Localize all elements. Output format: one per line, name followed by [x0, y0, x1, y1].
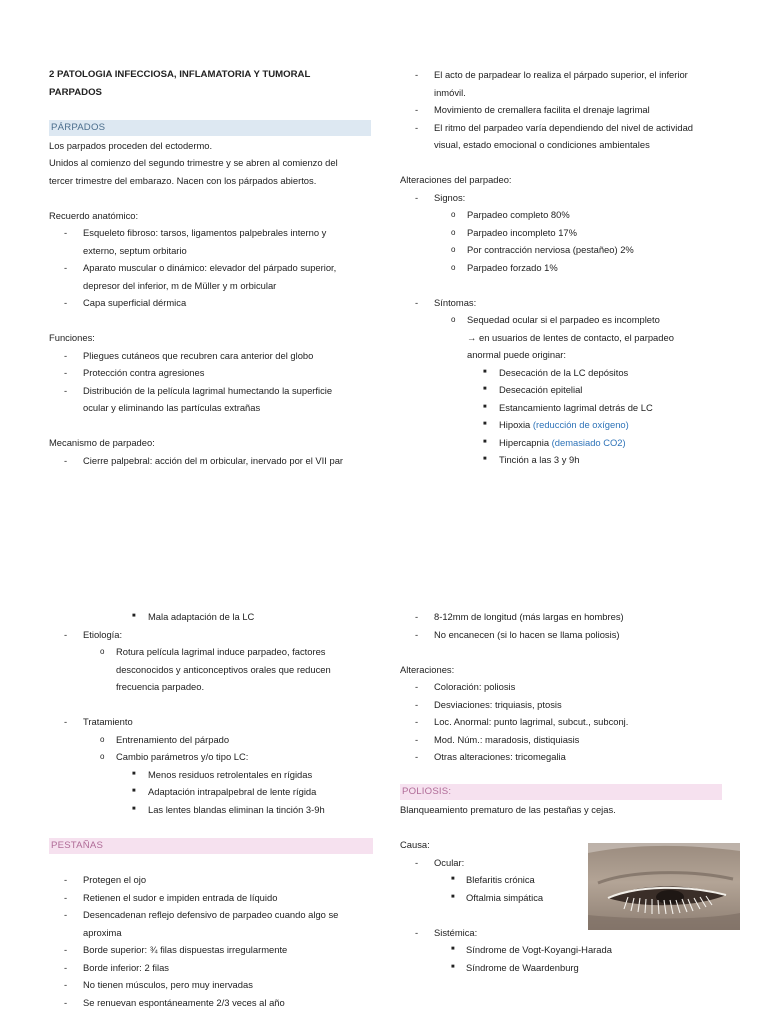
list-item: - Desviaciones: triquiasis, ptosis	[400, 696, 740, 714]
intro-line: tercer trimestre del embarazo. Nacen con los párpados abiertos.	[49, 174, 317, 186]
list-item: ■ Desecación de la LC depósitos	[400, 364, 740, 382]
sistemica-label: Sistémica:	[434, 926, 478, 938]
hipoxia-note: (reducción de oxígeno)	[532, 419, 629, 430]
list-item: ■ Síndrome de Vogt-Koyangi-Harada	[400, 941, 740, 959]
list-item-text: Movimiento de cremallera facilita el drenaje lagrimal	[434, 104, 650, 115]
list-item-text: El ritmo del parpadeo varía dependiendo del nivel de actividad	[434, 121, 694, 133]
list-item-text: Loc. Anormal: punto lagrimal, subcut., subconj.	[434, 716, 629, 727]
list-item-text: aproxima	[83, 926, 122, 938]
tratamiento-label: Tratamiento	[83, 716, 133, 727]
ocular-label: Ocular:	[434, 856, 465, 868]
list-item-text: Parpadeo incompleto 17%	[467, 226, 577, 238]
list-item: - Capa superficial dérmica	[49, 294, 371, 312]
list-item-text: visual, estado emocional o condiciones ambientales	[434, 139, 650, 150]
list-item-text	[499, 434, 740, 452]
alteraciones-parpadeo-heading: Alteraciones del parpadeo:	[400, 174, 512, 185]
list-item-text: Las lentes blandas eliminan la tinción 3-9h	[148, 803, 325, 815]
list-item: - Ocular:	[400, 854, 740, 872]
section-header-parpados: PÁRPADOS	[49, 120, 371, 136]
list-item: - Etiología:	[49, 626, 373, 644]
list-item-text: Se renuevan espontáneamente 2/3 veces al año	[83, 996, 285, 1008]
list-item: - Tratamiento	[49, 713, 373, 731]
list-item: ■ Oftalmia simpática	[400, 889, 740, 907]
list-item: ■ Desecación epitelial	[400, 381, 740, 399]
list-item: - Cierre palpebral: acción del m orbicular, inervado por el VII par	[49, 452, 371, 470]
list-item-text: inmóvil.	[434, 86, 466, 98]
list-item: ■ Hipercapnia (demasiado CO2)	[400, 434, 740, 452]
list-item-text: Por contracción nerviosa (pestañeo) 2%	[467, 244, 634, 255]
recuerdo-list	[49, 224, 371, 312]
list-item: ■ Estancamiento lagrimal detrás de LC	[400, 399, 740, 417]
list-item-text: Mod. Núm.: maradosis, distiquiasis	[434, 733, 580, 745]
list-item-text: Borde inferior: 2 filas	[83, 961, 169, 973]
list-item: o Por contracción nerviosa (pestañeo) 2%	[400, 241, 740, 259]
list-item: ■ Síndrome de Waardenburg	[400, 959, 740, 977]
list-item: - Signos:	[400, 189, 740, 207]
alteraciones-list	[400, 678, 740, 766]
list-item: - Pliegues cutáneos que recubren cara anterior del globo	[49, 347, 371, 365]
funciones-heading: Funciones:	[49, 332, 95, 343]
eye-illustration	[588, 843, 740, 930]
list-item-text: Rotura película lagrimal induce parpadeo, factores	[116, 646, 326, 657]
list-item: ■ Adaptación intrapalpebral de lente rígida	[49, 783, 373, 801]
list-item: o Entrenamiento del párpado	[49, 731, 373, 749]
list-item-text: Estancamiento lagrimal detrás de LC	[499, 401, 653, 413]
mala-adaptacion-list	[49, 608, 373, 696]
list-item: - Sistémica:	[400, 924, 740, 942]
alteraciones-heading: Alteraciones:	[400, 663, 455, 675]
list-item-text: Entrenamiento del párpado	[116, 733, 230, 745]
list-item: - Borde inferior: 2 filas	[49, 959, 373, 977]
list-item-text: Borde superior: ¾ filas dispuestas irregularmente	[83, 944, 288, 955]
list-item: - El acto de parpadear lo realiza el párpado superior, el inferior inmóvil.	[400, 66, 740, 101]
list-item-text: Desecación epitelial	[499, 384, 583, 395]
list-item-text: Capa superficial dérmica	[83, 297, 187, 308]
list-item: o Parpadeo forzado 1%	[400, 259, 740, 277]
list-item-text: Desecación de la LC depósitos	[499, 366, 629, 378]
list-item-text: Pliegues cutáneos que recubren cara anterior del globo	[83, 349, 314, 361]
document-title-line2: PARPADOS	[49, 86, 102, 98]
list-item-text: Síndrome de Vogt-Koyangi-Harada	[466, 944, 612, 955]
list-item-text: Mala adaptación de la LC	[148, 611, 255, 622]
list-item-text: Parpadeo forzado 1%	[467, 261, 558, 273]
intro-line: Los parpados proceden del ectodermo.	[49, 139, 213, 151]
list-item: - Distribución de la película lagrimal humectando la superficie ocular y eliminando las partículas extrañas	[49, 382, 371, 417]
list-item-text: Protegen el ojo	[83, 874, 147, 885]
section-header-pestanas: PESTAÑAS	[49, 838, 373, 854]
list-item: ■ Menos residuos retrolentales en rígidas	[49, 766, 373, 784]
list-item: o Parpadeo incompleto 17%	[400, 224, 740, 242]
list-item-text: Sequedad ocular si el parpadeo es incompleto	[467, 314, 660, 325]
poliosis-eye-photo	[588, 843, 740, 930]
list-item-text: externo, septum orbitario	[83, 244, 187, 256]
list-item-text: Cambio parámetros y/o tipo LC:	[116, 751, 249, 762]
list-item-text: Aparato muscular o dinámico: elevador del párpado superior,	[83, 262, 337, 273]
list-item: ■ Las lentes blandas eliminan la tinción 3-9h	[49, 801, 373, 819]
recuerdo-heading: Recuerdo anatómico:	[49, 209, 139, 221]
list-item: - Retienen el sudor e impiden entrada de líquido	[49, 889, 373, 907]
page1-left-column	[49, 66, 371, 469]
mecanismo-heading: Mecanismo de parpadeo:	[49, 437, 155, 448]
pestanas-list	[49, 871, 373, 1011]
list-item: - Se renuevan espontáneamente 2/3 veces al año	[49, 994, 373, 1012]
etiologia-label: Etiología:	[83, 628, 123, 640]
list-item: o Parpadeo completo 80%	[400, 206, 740, 224]
list-item-text: Otras alteraciones: tricomegalia	[434, 751, 566, 762]
hipercapnia-term: Hipercapnia	[499, 436, 550, 448]
list-item: - Aparato muscular o dinámico: elevador del párpado superior, depresor del inferior, m de Müller y m orbicular	[49, 259, 371, 294]
list-item: - Protegen el ojo	[49, 871, 373, 889]
list-item-text: depresor del inferior, m de Müller y m orbicular	[83, 279, 277, 291]
list-item: - 8-12mm de longitud (más largas en hombres)	[400, 608, 740, 626]
list-item-text: Protección contra agresiones	[83, 367, 205, 378]
list-item: o Rotura película lagrimal induce parpadeo, factores desconocidos y anticonceptivos orales que reducen frecuencia parpadeo.	[49, 643, 373, 696]
page2-left-column	[49, 608, 373, 1011]
list-item: - Coloración: poliosis	[400, 678, 740, 696]
list-item: - Loc. Anormal: punto lagrimal, subcut., subconj.	[400, 713, 740, 731]
list-item-text: Retienen el sudor e impiden entrada de líquido	[83, 891, 278, 903]
list-item: - Protección contra agresiones	[49, 364, 371, 382]
list-item-text: No encanecen (si lo hacen se llama poliosis)	[434, 628, 620, 640]
list-item-text: → en usuarios de lentes de contacto, el parpadeo	[467, 331, 674, 343]
list-item-text: El acto de parpadear lo realiza el párpado superior, el inferior	[434, 69, 688, 80]
list-item: ■ Mala adaptación de la LC	[49, 608, 373, 626]
sistemica-list	[400, 924, 740, 977]
list-item: - Esqueleto fibroso: tarsos, ligamentos palpebrales interno y externo, septum orbitario	[49, 224, 371, 259]
mecanismo-list	[49, 452, 371, 470]
poliosis-definition: Blanqueamiento prematuro de las pestañas y cejas.	[400, 804, 616, 815]
list-item: - Mod. Núm.: maradosis, distiquiasis	[400, 731, 740, 749]
list-item: - No tienen músculos, pero muy inervadas	[49, 976, 373, 994]
funciones-list	[49, 347, 371, 417]
list-item-text: Tinción a las 3 y 9h	[499, 454, 580, 465]
list-item-text: 8-12mm de longitud (más largas en hombres)	[434, 611, 624, 622]
list-item: - Síntomas:	[400, 294, 740, 312]
sintomas-label: Síntomas:	[434, 296, 477, 308]
section-header-poliosis: POLIOSIS:	[400, 784, 722, 800]
list-item-text: Menos residuos retrolentales en rígidas	[148, 768, 313, 780]
list-item-text: Coloración: poliosis	[434, 681, 516, 692]
list-item-text	[499, 416, 740, 434]
sintomas-list	[400, 294, 740, 469]
pestanas-continued-list	[400, 608, 740, 643]
document-title-line1: 2 PATOLOGIA INFECCIOSA, INFLAMATORIA Y TUMORAL	[49, 69, 311, 80]
list-item: - Desencadenan reflejo defensivo de parpadeo cuando algo se aproxima	[49, 906, 373, 941]
list-item: o Cambio parámetros y/o tipo LC:	[49, 748, 373, 766]
list-item-text: frecuencia parpadeo.	[116, 681, 205, 692]
list-item: ■ Hipoxia (reducción de oxígeno)	[400, 416, 740, 434]
list-item-text: Oftalmia simpática	[466, 891, 544, 903]
list-item-text: desconocidos y anticonceptivos orales que reducen	[116, 663, 331, 675]
intro-line: Unidos al comienzo del segundo trimestre y se abren al comienzo del	[49, 157, 338, 168]
list-item-text: Desviaciones: triquiasis, ptosis	[434, 698, 562, 710]
mecanismo-continued-list	[400, 66, 740, 154]
list-item-text: ocular y eliminando las partículas extrañas	[83, 402, 261, 413]
list-item: o Sequedad ocular si el parpadeo es incompleto → en usuarios de lentes de contacto, el parpadeo anormal puede originar:	[400, 311, 740, 364]
list-item: - El ritmo del parpadeo varía dependiendo del nivel de actividad visual, estado emocional o condiciones ambientales	[400, 119, 740, 154]
list-item: ■ Tinción a las 3 y 9h	[400, 451, 740, 469]
list-item-text: Distribución de la película lagrimal humectando la superficie	[83, 384, 333, 396]
list-item-text: Síndrome de Waardenburg	[466, 961, 579, 973]
hipercapnia-note: (demasiado CO2)	[551, 436, 626, 448]
list-item: - Otras alteraciones: tricomegalia	[400, 748, 740, 766]
list-item: ■ Blefaritis crónica	[400, 871, 740, 889]
list-item: - Movimiento de cremallera facilita el drenaje lagrimal	[400, 101, 740, 119]
tratamiento-list	[49, 713, 373, 818]
hipoxia-term: Hipoxia	[499, 419, 531, 430]
page1-right-column	[400, 66, 740, 469]
list-item-text: anormal puede originar:	[467, 349, 567, 360]
list-item-text: No tienen músculos, pero muy inervadas	[83, 979, 253, 990]
list-item: - No encanecen (si lo hacen se llama poliosis)	[400, 626, 740, 644]
list-item-text: Adaptación intrapalpebral de lente rígida	[148, 786, 317, 797]
list-item: - Borde superior: ¾ filas dispuestas irregularmente	[49, 941, 373, 959]
list-item-text: Desencadenan reflejo defensivo de parpadeo cuando algo se	[83, 909, 339, 920]
alteraciones-parpadeo-list	[400, 189, 740, 277]
signos-label: Signos:	[434, 191, 466, 203]
list-item-text: Cierre palpebral: acción del m orbicular, inervado por el VII par	[83, 454, 344, 466]
causa-heading: Causa:	[400, 839, 430, 850]
list-item-text: Parpadeo completo 80%	[467, 209, 570, 220]
list-item-text: Blefaritis crónica	[466, 874, 535, 885]
list-item-text: Esqueleto fibroso: tarsos, ligamentos palpebrales interno y	[83, 227, 327, 238]
